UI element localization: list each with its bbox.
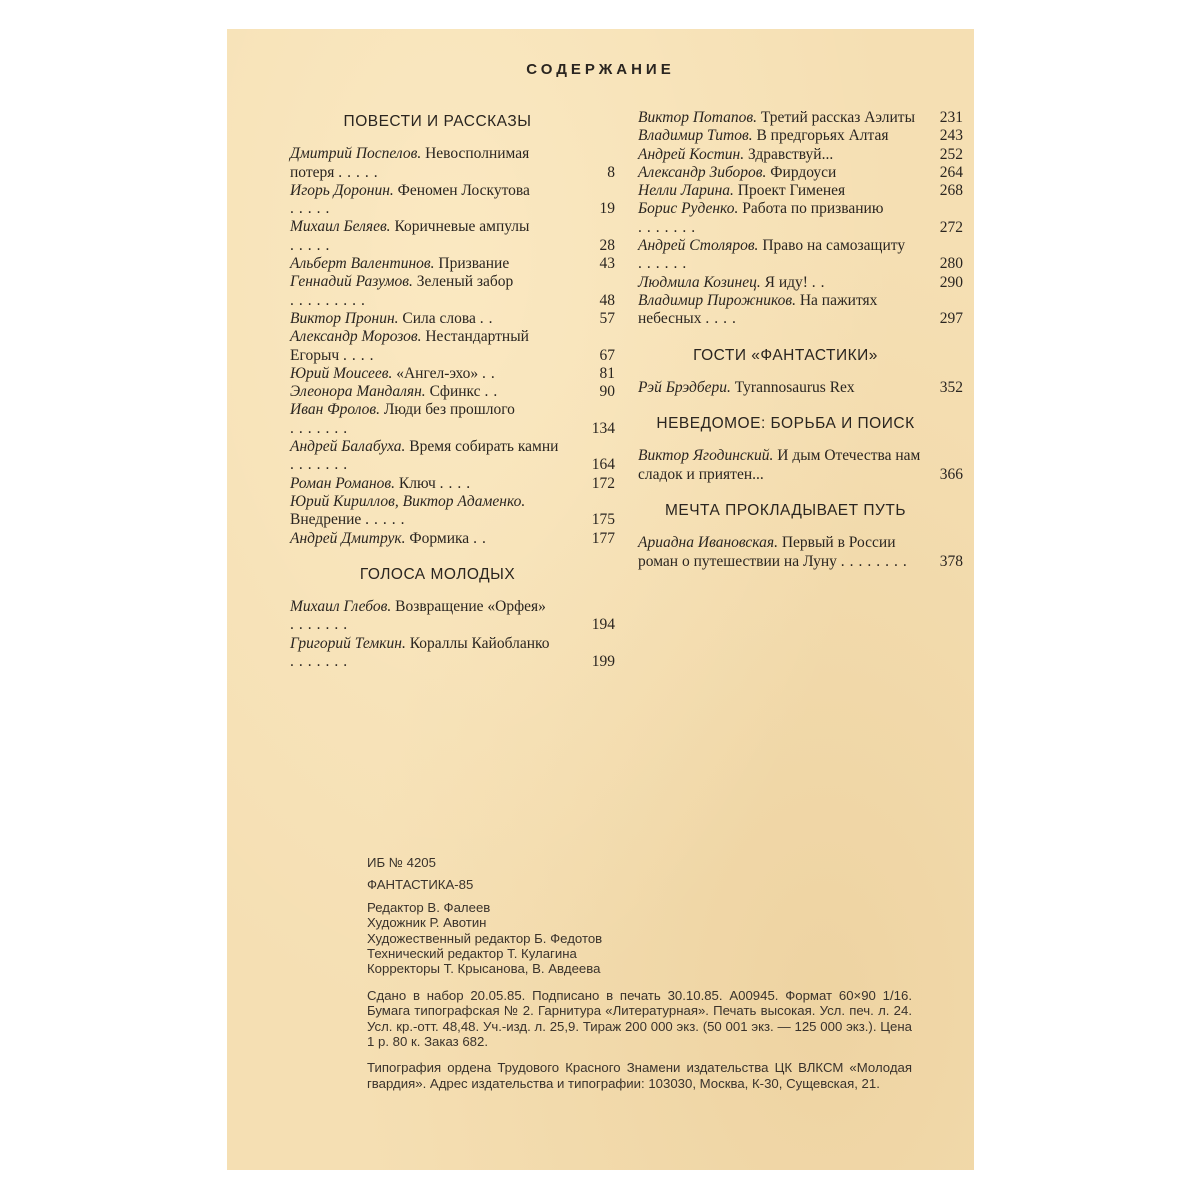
entry-title: Время собирать камни — [409, 438, 559, 456]
imprint-artist: Художник Р. Авотин — [367, 915, 487, 931]
entry-page: 175 — [591, 511, 615, 529]
toc-entry — [290, 218, 615, 255]
toc-entry — [638, 127, 963, 145]
entry-page: 252 — [939, 145, 963, 163]
entry-page: 67 — [599, 346, 615, 364]
toc-entry — [638, 237, 963, 274]
leader-dots: ....... — [290, 456, 353, 474]
toc-entry — [290, 493, 615, 530]
entry-author: Юрий Моисеев. — [290, 364, 393, 382]
entry-title: Третий рассказ Аэлиты — [760, 109, 915, 126]
toc-entry — [290, 255, 615, 273]
leader-dots: .. — [473, 529, 491, 547]
entry-author: Нелли Ларина. — [638, 182, 734, 200]
leader-dots: .. — [484, 383, 503, 401]
entry-page: 352 — [939, 378, 963, 396]
entry-author: Людмила Козинец. — [638, 273, 761, 291]
toc-entry — [290, 383, 615, 401]
entry-page: 243 — [939, 127, 963, 145]
entry-author: Александр Зиборов. — [638, 163, 767, 181]
entry-page: 134 — [591, 419, 615, 437]
entry-page: 164 — [591, 456, 615, 474]
leader-dots: ......... — [290, 291, 370, 309]
entry-title: И дым Отечества нам сладок и приятен... — [638, 447, 921, 483]
toc-right-column — [638, 109, 963, 571]
imprint-ib-number: ИБ № 4205 — [367, 855, 436, 870]
entry-author: Дмитрий Поспелов. — [290, 145, 422, 163]
entry-title: В предгорьях Алтая — [756, 127, 889, 145]
entry-page: 264 — [939, 163, 963, 181]
leader-dots: .... — [705, 310, 741, 328]
leader-dots: .... — [439, 474, 476, 492]
entry-page: 199 — [591, 653, 615, 671]
entry-title: Сфинкс — [429, 383, 481, 401]
entry-page: 19 — [599, 200, 615, 218]
entry-title: Формика — [409, 529, 470, 547]
leader-dots: .. — [811, 273, 830, 291]
entry-title: Феномен Лоскутова — [397, 181, 530, 199]
entry-author: Владимир Титов. — [638, 127, 753, 145]
imprint-printer: Типография ордена Трудового Красного Знамени издательства ЦК ВЛКСМ «Молодая гвардия». Адрес издательства и типографии: 103030, Москва, К-30, Сущевская, 21. — [367, 1060, 912, 1091]
imprint-editor: Редактор В. Фалеев — [367, 899, 491, 915]
entry-author: Виктор Потапов. — [638, 109, 758, 126]
toc-entry — [290, 328, 615, 365]
entry-title: Люди без прошлого — [383, 401, 515, 419]
entry-title: Кораллы Кайобланко — [409, 634, 550, 652]
entry-title: Ключ — [398, 474, 436, 492]
entry-page: 378 — [939, 552, 963, 570]
entry-author: Элеонора Мандалян. — [290, 383, 426, 401]
entry-author: Андрей Дмитрук. — [290, 529, 406, 547]
entry-title: Право на самозащиту — [762, 237, 906, 255]
entry-title: Фирдоуси — [770, 163, 837, 181]
entry-page: 28 — [599, 236, 615, 254]
entry-author: Альберт Валентинов. — [290, 255, 435, 273]
entry-title: Tyrannosaurus Rex — [734, 378, 855, 396]
toc-entry — [638, 447, 963, 484]
section-title-unknown: НЕВЕДОМОЕ: БОРЬБА И ПОИСК — [656, 415, 915, 433]
entry-page: 272 — [939, 218, 963, 236]
entry-author: Ариадна Ивановская. — [638, 534, 778, 552]
toc-entry — [638, 200, 963, 237]
entry-title: «Ангел-эхо» — [396, 364, 479, 382]
book-page — [227, 29, 974, 1170]
imprint-proofreaders: Корректоры Т. Крысанова, В. Авдеева — [367, 961, 601, 977]
toc-entry — [290, 438, 615, 475]
section-title-guests: ГОСТИ «ФАНТАСТИКИ» — [693, 346, 878, 364]
entry-page: 231 — [939, 109, 963, 126]
entry-title: Первый в России роман о путешествии на Луну — [638, 534, 896, 570]
entry-page: 366 — [939, 465, 963, 483]
toc-entry — [290, 530, 615, 548]
entry-author: Игорь Доронин. — [290, 181, 394, 199]
entry-author: Михаил Беляев. — [290, 218, 391, 236]
toc-entry — [290, 475, 615, 493]
leader-dots: ........ — [840, 552, 912, 570]
toc-entry — [290, 310, 615, 328]
entry-title: Я иду! — [764, 273, 808, 291]
entry-title: Нестандартный Егорыч — [290, 328, 529, 364]
entry-page: 280 — [939, 255, 963, 273]
entry-title: Невосполнимая потеря — [290, 145, 530, 181]
section-title-dream: МЕЧТА ПРОКЛАДЫВАЕТ ПУТЬ — [664, 502, 907, 520]
entry-page: 297 — [939, 310, 963, 328]
toc-entry — [290, 273, 615, 310]
toc-entry — [290, 182, 615, 219]
imprint-book-title: ФАНТАСТИКА-85 — [367, 877, 474, 893]
toc-entry — [290, 598, 615, 635]
entry-author: Григорий Темкин. — [290, 634, 406, 652]
toc-entry — [638, 164, 963, 182]
entry-author: Иван Фролов. — [290, 401, 381, 419]
imprint-art-editor: Художественный редактор Б. Федотов — [367, 930, 603, 946]
toc-entry — [638, 292, 963, 329]
entry-page: 177 — [591, 529, 615, 547]
leader-dots: ...... — [638, 255, 692, 273]
entry-author: Роман Романов. — [290, 474, 396, 492]
entry-author: Виктор Пронин. — [290, 309, 399, 327]
entry-author: Юрий Кириллов, Виктор Адаменко. — [290, 492, 526, 510]
entry-page: 194 — [591, 616, 615, 634]
toc-entry — [638, 182, 963, 200]
entry-author: Андрей Столяров. — [638, 237, 759, 255]
leader-dots: .. — [479, 309, 498, 327]
leader-dots: .... — [343, 346, 379, 364]
section-title-young-voices: ГОЛОСА МОЛОДЫХ — [359, 565, 516, 583]
entry-author: Андрей Балабуха. — [290, 438, 406, 456]
entry-title: Здравствуй... — [747, 145, 834, 163]
leader-dots: ..... — [290, 236, 335, 254]
entry-author: Геннадий Разумов. — [290, 273, 413, 291]
imprint-block — [367, 855, 912, 1091]
entry-title: Сила слова — [402, 309, 476, 327]
page-title: СОДЕРЖАНИЕ — [526, 61, 675, 78]
entry-author: Рэй Брэдбери. — [638, 378, 731, 396]
entry-title: Внедрение — [290, 511, 362, 529]
toc-entry — [638, 379, 963, 397]
leader-dots: ..... — [290, 200, 335, 218]
entry-page: 268 — [939, 182, 963, 200]
entry-page: 48 — [599, 291, 615, 309]
toc-entry — [638, 146, 963, 164]
leader-dots: ..... — [365, 511, 410, 529]
leader-dots: ..... — [338, 163, 383, 181]
toc-entry — [638, 534, 963, 571]
imprint-print-info: Сдано в набор 20.05.85. Подписано в печать 30.10.85. А00945. Формат 60×90 1/16. Бумага типографская № 2. Гарнитура «Литературная». Печать высокая. Усл. печ. л. 24. Усл. кр.-отт. 48,48. Уч.-изд. л. 25,9. Тираж 200 000 экз. (50 001 экз. — 125 000 экз.). Цена 1 р. 80 к. Заказ 682. — [367, 987, 912, 1050]
entry-title: Коричневые ампулы — [394, 218, 530, 236]
entry-page: 90 — [599, 383, 615, 401]
entry-title: Возвращение «Орфея» — [395, 598, 546, 616]
leader-dots: ....... — [638, 218, 701, 236]
entry-author: Александр Морозов. — [290, 328, 422, 346]
toc-entry — [290, 635, 615, 672]
entry-author: Борис Руденко. — [638, 200, 739, 218]
entry-page: 8 — [607, 163, 615, 181]
entry-title: Работа по призванию — [742, 200, 884, 218]
toc-entry — [290, 365, 615, 383]
toc-entry — [290, 401, 615, 438]
leader-dots: ....... — [290, 419, 353, 437]
entry-page: 81 — [599, 364, 615, 382]
leader-dots: ....... — [290, 653, 353, 671]
entry-page: 290 — [939, 273, 963, 291]
entry-title: Зеленый забор — [416, 273, 514, 291]
entry-page: 172 — [591, 474, 615, 492]
imprint-tech-editor: Технический редактор Т. Кулагина — [367, 946, 577, 962]
toc-entry — [638, 109, 963, 127]
entry-page: 57 — [599, 309, 615, 327]
entry-author: Виктор Ягодинский. — [638, 447, 774, 465]
entry-title: На пажитях небесных — [638, 291, 878, 328]
toc-entry — [638, 274, 963, 292]
toc-entry — [290, 145, 615, 182]
entry-title: Проект Гименея — [737, 182, 846, 200]
leader-dots: ....... — [290, 616, 353, 634]
leader-dots: .. — [481, 364, 500, 382]
entry-author: Владимир Пирожников. — [638, 291, 796, 309]
section-title-stories: ПОВЕСТИ И РАССКАЗЫ — [343, 113, 532, 130]
entry-author: Михаил Глебов. — [290, 598, 392, 616]
toc-left-column — [290, 109, 615, 671]
entry-page: 43 — [599, 255, 615, 273]
entry-title: Призвание — [438, 255, 510, 273]
entry-author: Андрей Костин. — [638, 145, 745, 163]
